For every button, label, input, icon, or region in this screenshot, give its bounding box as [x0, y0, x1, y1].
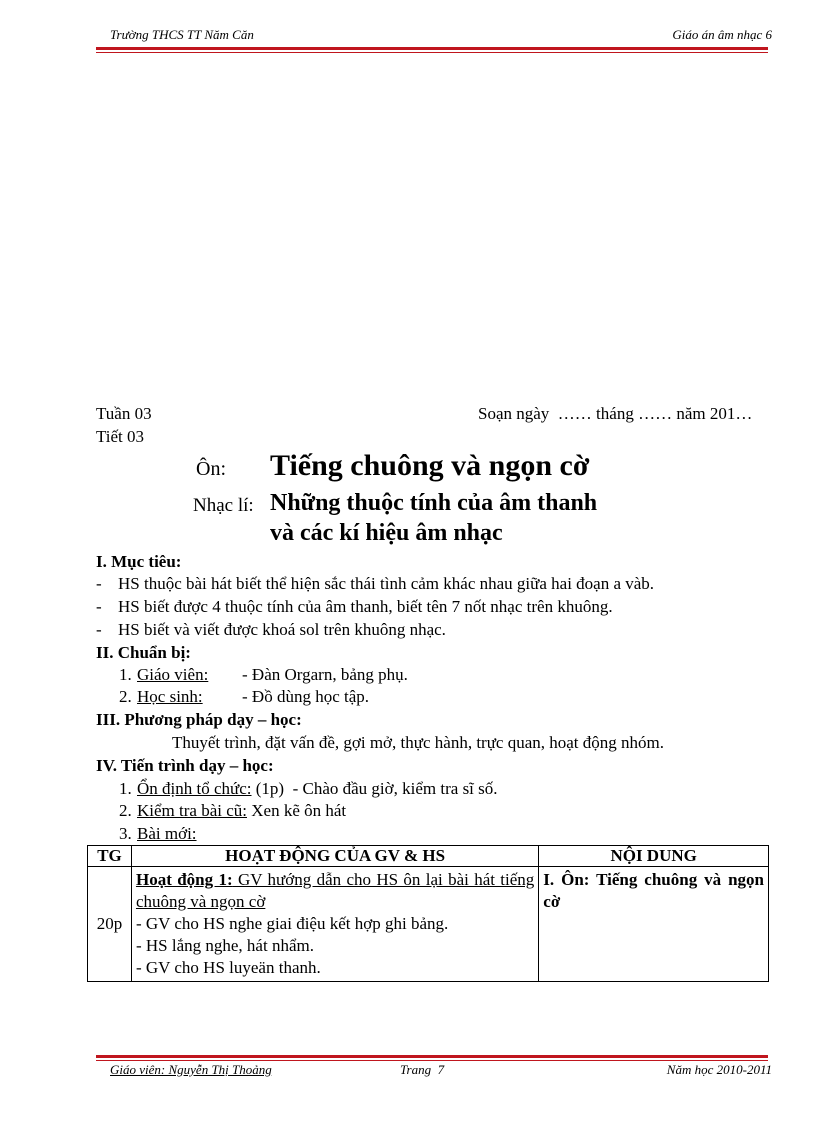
prep-heading: II. Chuẩn bị: — [96, 643, 191, 662]
table-header-row — [88, 846, 769, 867]
period-label: Tiết 03 — [96, 427, 145, 446]
prep-num: 1. — [119, 665, 132, 684]
objective-item: - — [96, 597, 102, 616]
prep-num: 2. — [119, 687, 132, 706]
method-text: Thuyết trình, đặt vấn đề, gợi mở, thực hành, trực quan, hoạt động nhóm. — [172, 733, 665, 752]
process-heading: IV. Tiến trình dạy – học: — [96, 756, 274, 775]
objective-text: HS biết được 4 thuộc tính của âm thanh, biết tên 7 nốt nhạc trên khuông. — [118, 597, 613, 616]
process-num: 2. — [119, 801, 132, 820]
activity-line: - GV cho HS luyeän thanh. — [135, 958, 321, 977]
process-label: Ổn định tổ chức: — [137, 779, 252, 798]
theory-title-line1: Những thuộc tính của âm thanh — [270, 490, 598, 516]
process-label: Kiểm tra bài cũ: — [137, 801, 247, 820]
process-value: (1p) - Chào đầu giờ, kiểm tra sĩ số. — [251, 779, 498, 798]
footer-year: Năm học 2010-2011 — [666, 1062, 772, 1077]
footer-rule-thick — [96, 1055, 768, 1058]
theory-label: Nhạc lí: — [193, 495, 254, 516]
table-row — [88, 867, 769, 982]
footer-page: Trang 7 — [400, 1062, 445, 1077]
week-label: Tuần 03 — [96, 404, 152, 423]
footer-teacher: Giáo viên: Nguyễn Thị Thoảng — [110, 1062, 272, 1077]
header-activity: HOẠT ĐỘNG CỦA GV & HS — [131, 846, 538, 867]
header-school: Trường THCS TT Năm Căn — [110, 27, 254, 42]
process-num: 3. — [119, 824, 132, 843]
process-step-1 — [137, 778, 498, 800]
objective-item: - — [96, 574, 102, 593]
activity-label: Hoạt động 1: — [135, 870, 233, 889]
tg-cell: 20p — [88, 867, 132, 982]
activity-cell — [131, 867, 538, 982]
header-subject: Giáo án âm nhạc 6 — [672, 27, 772, 42]
header-content: NỘI DUNG — [539, 846, 769, 867]
process-num: 1. — [119, 779, 132, 798]
date-line: Soạn ngày …… tháng …… năm 201… — [478, 404, 753, 423]
activity-line: - HS lắng nghe, hát nhẩm. — [135, 936, 314, 955]
header-tg: TG — [88, 846, 132, 867]
objective-text: HS biết và viết được khoá sol trên khuông nhạc. — [118, 620, 446, 639]
header-rule-thin — [96, 52, 768, 53]
activity-title — [136, 869, 534, 913]
review-label: Ôn: — [196, 458, 226, 480]
process-value: Xen kẽ ôn hát — [247, 801, 347, 820]
prep-label-teacher: Giáo viên: — [137, 665, 209, 684]
activity-title-text: GV hướng dẫn cho HS ôn lại bài hát tiếng chuông và ngọn cờ — [135, 870, 535, 911]
footer-rule-thin — [96, 1060, 768, 1061]
prep-value-student: - Đồ dùng học tập. — [242, 687, 370, 706]
objective-text: HS thuộc bài hát biết thể hiện sắc thái tình cảm khác nhau giữa hai đoạn a vàb. — [118, 574, 655, 593]
method-heading: III. Phương pháp dạy – học: — [96, 710, 302, 729]
lesson-table — [87, 845, 769, 982]
prep-label-student: Học sinh: — [137, 687, 203, 706]
activity-line: - GV cho HS nghe giai điệu kết hợp ghi bảng. — [135, 914, 449, 933]
header-rule-thick — [96, 47, 768, 50]
song-title: Tiếng chuông và ngọn cờ — [270, 449, 590, 482]
theory-title-line2: và các kí hiệu âm nhạc — [270, 520, 503, 546]
objective-item: - — [96, 620, 102, 639]
content-cell: I. Ôn: Tiếng chuông và ngọn cờ — [539, 867, 769, 982]
objectives-heading: I. Mục tiêu: — [96, 552, 182, 571]
process-step-2 — [137, 800, 346, 822]
prep-value-teacher: - Đàn Orgarn, bảng phụ. — [242, 665, 408, 684]
process-label: Bài mới: — [137, 824, 197, 843]
